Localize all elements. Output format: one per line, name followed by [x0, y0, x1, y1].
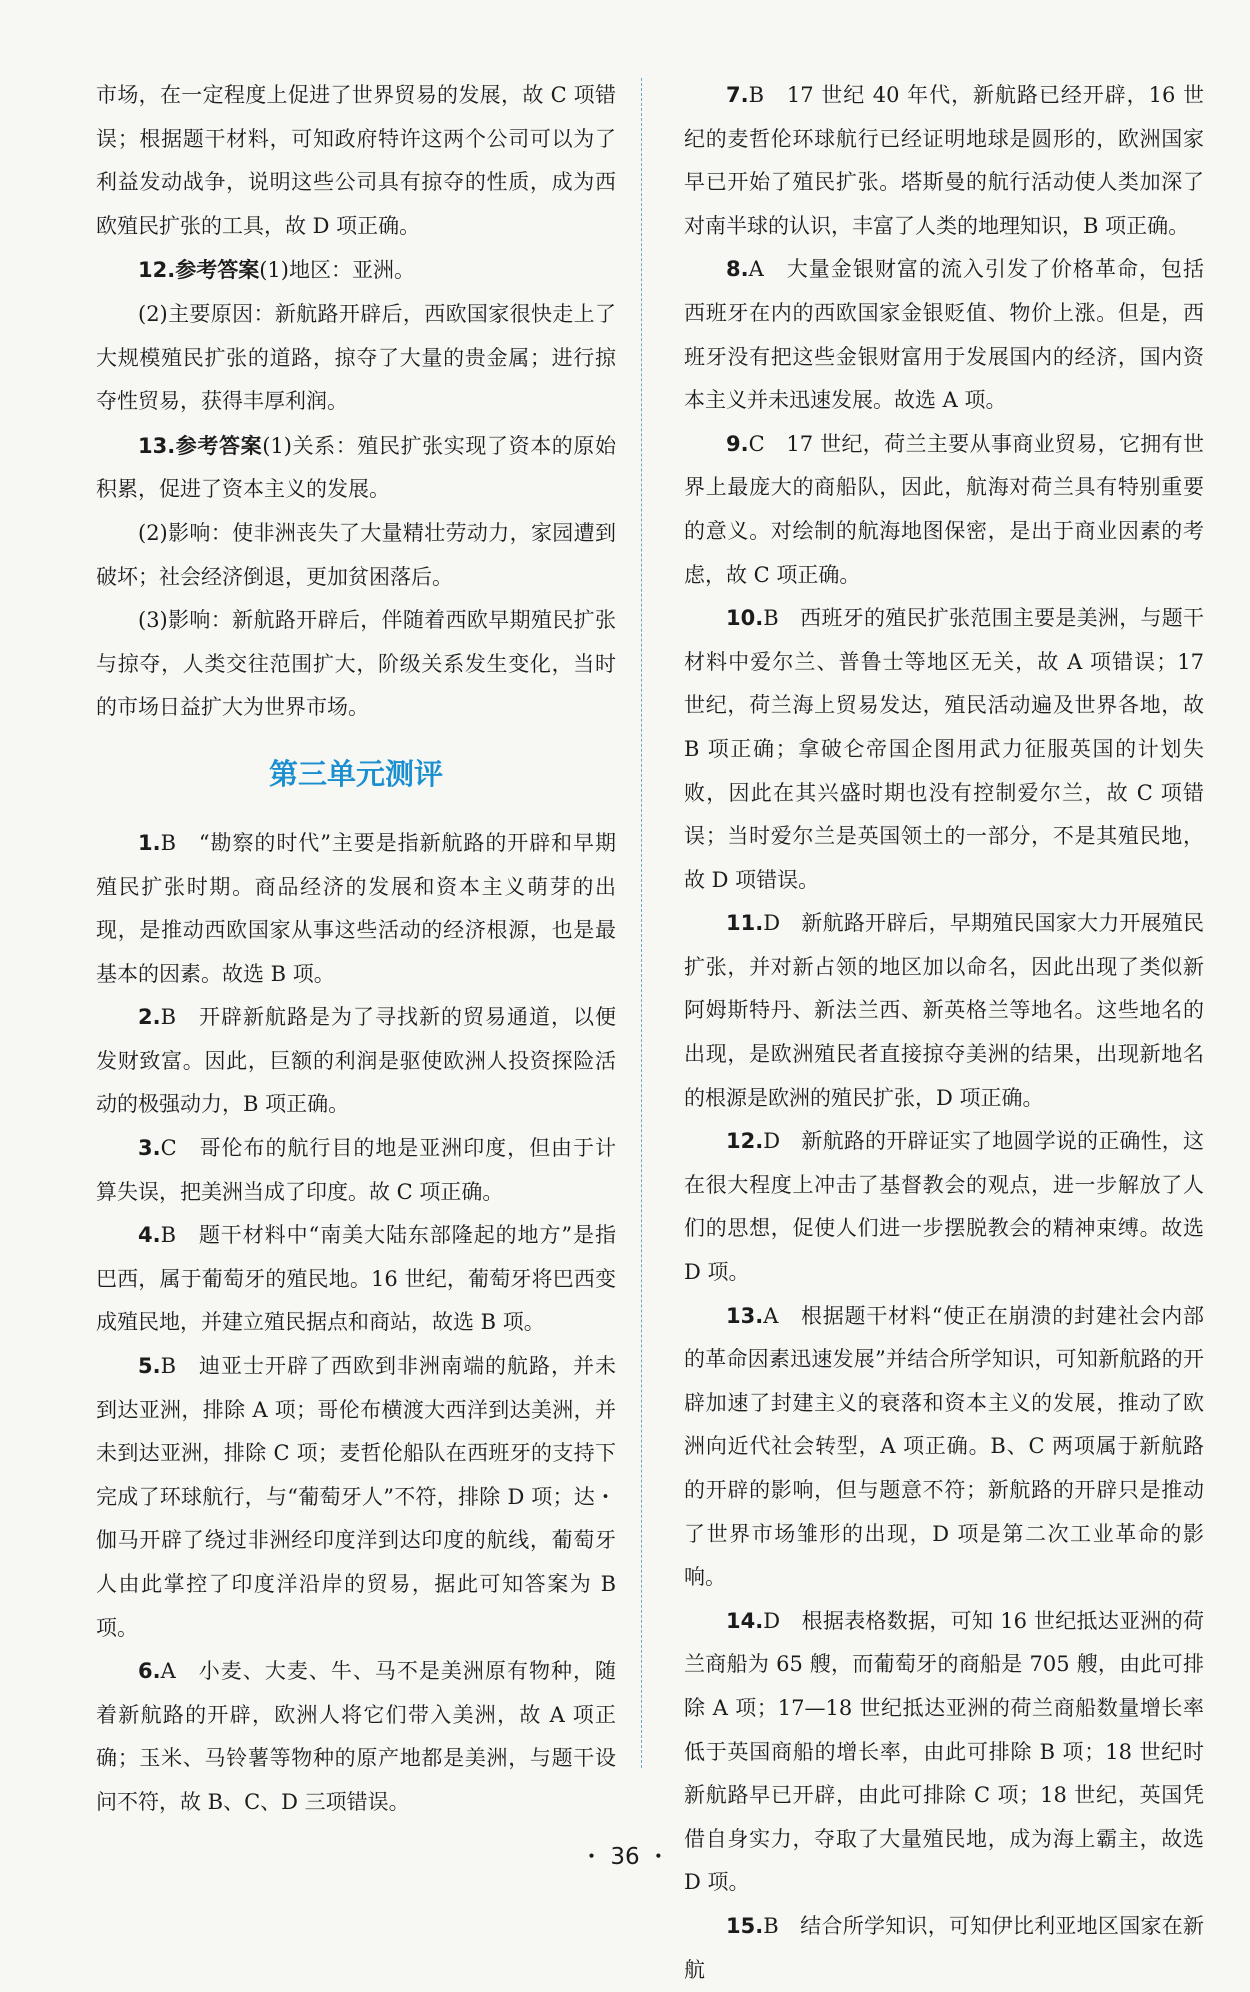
list-item — [684, 248, 1204, 422]
question-number: 12. — [138, 258, 176, 283]
question-number: 5. — [138, 1354, 161, 1379]
answer-text: B 开辟新航路是为了寻找新的贸易通道，以便发财致富。因此，巨额的利润是驱使欧洲人投资探险活动的极强动力，B 项正确。 — [96, 1005, 616, 1117]
answer-text: B 西班牙的殖民扩张范围主要是美洲，与题干材料中爱尔兰、普鲁士等地区无关，故 A 项错误；17 世纪，荷兰海上贸易发达，殖民活动遍及世界各地，故 B 项正确；拿破仑帝国企图用武力征服英国的计划失败，因此在其兴盛时期也没有控制爱尔兰，故 C 项错误；当时爱尔兰是英国领土的一部分，不是其殖民地，故 D 项错误。 — [684, 606, 1204, 892]
list-item — [96, 1650, 616, 1824]
list-item — [96, 822, 616, 996]
list-item — [684, 1120, 1204, 1294]
answer-text: C 17 世纪，荷兰主要从事商业贸易，它拥有世界上最庞大的商船队，因此，航海对荷兰具有特别重要的意义。对绘制的航海地图保密，是出于商业因素的考虑，故 C 项正确。 — [684, 431, 1204, 587]
list-item — [96, 996, 616, 1127]
question-number: 13. — [726, 1303, 764, 1328]
paragraph-continued: 市场，在一定程度上促进了世界贸易的发展，故 C 项错误；根据题干材料，可知政府特许这两个公司可以为了利益发动战争，说明这些公司具有掠夺的性质，成为西欧殖民扩张的工具，故 D 项正确。 — [96, 83, 616, 238]
answer-text: (1)关系：殖民扩张实现了资本的原始积累，促进了资本主义的发展。 — [96, 433, 616, 502]
answer-text: D 新航路的开辟证实了地圆学说的正确性，这在很大程度上冲击了基督教会的观点，进一步解放了人们的思想，促使人们进一步摆脱教会的精神束缚。故选 D 项。 — [684, 1129, 1204, 1285]
list-item — [684, 597, 1204, 902]
question-number: 3. — [138, 1136, 161, 1161]
list-item — [96, 1127, 616, 1214]
answer-label: 参考答案 — [175, 257, 260, 283]
answer-text: A 大量金银财富的流入引发了价格革命，包括西班牙在内的西欧国家金银贬值、物价上涨。但是，西班牙没有把这些金银财富用于发展国内的经济，国内资本主义并未迅速发展。故选 A 项。 — [684, 257, 1204, 413]
answer-text: (3)影响：新航路开辟后，伴随着西欧早期殖民扩张与掠夺，人类交往范围扩大，阶级关系发生变化，当时的市场日益扩大为世界市场。 — [96, 608, 616, 720]
answer-text: B 结合所学知识，可知伊比利亚地区国家在新航 — [684, 1913, 1204, 1982]
answer-text: B 迪亚士开辟了西欧到非洲南端的航路，并未到达亚洲，排除 A 项；哥伦布横渡大西洋到达美洲，并未到达亚洲，排除 C 项；麦哲伦船队在西班牙的支持下完成了环球航行，与“葡萄牙人”不符，排除 D 项；达・伽马开辟了绕过非洲经印度洋到达印度的航线，葡萄牙人由此掌控了印度洋沿岸的贸易，据此可知答案为 B 项。 — [96, 1354, 616, 1640]
answer-text: D 根据表格数据，可知 16 世纪抵达亚洲的荷兰商船为 65 艘，而葡萄牙的商船是 705 艘，由此可排除 A 项；17—18 世纪抵达亚洲的荷兰商船数量增长率低于英国商船的增长率，由此可排除 B 项；18 世纪时新航路早已开辟，由此可排除 C 项；18 世纪，英国凭借自身实力，夺取了大量殖民地，成为海上霸主，故选 D 项。 — [684, 1608, 1204, 1895]
question-number: 2. — [138, 1005, 161, 1030]
list-item — [96, 1345, 616, 1650]
list-item — [684, 902, 1204, 1120]
answer-12 — [96, 248, 616, 293]
answer-text: A 根据题干材料“使正在崩溃的封建社会内部的革命因素迅速发展”并结合所学知识，可知新航路的开辟加速了封建主义的衰落和资本主义的发展，推动了欧洲向近代社会转型，A 项正确。B、C 两项属于新航路的开辟的影响，但与题意不符；新航路的开辟只是推动了世界市场雏形的出现，D 项是第二次工业革命的影响。 — [684, 1303, 1204, 1590]
question-number: 1. — [138, 830, 161, 855]
list-item — [96, 1214, 616, 1345]
question-number: 9. — [726, 431, 749, 456]
section-heading: 第三单元测评 — [268, 756, 443, 791]
question-number: 15. — [726, 1913, 764, 1938]
answer-text: A 小麦、大麦、牛、马不是美洲原有物种，随着新航路的开辟，欧洲人将它们带入美洲，故 A 项正确；玉米、马铃薯等物种的原产地都是美洲，与题干设问不符，故 B、C、D 三项错误。 — [96, 1659, 616, 1814]
answer-text: D 新航路开辟后，早期殖民国家大力开展殖民扩张，并对新占领的地区加以命名，因此出现了类似新阿姆斯特丹、新法兰西、新英格兰等地名。这些地名的出现，是欧洲殖民者直接掠夺美洲的结果，出现新地名的根源是欧洲的殖民扩张，D 项正确。 — [684, 911, 1204, 1110]
answer-text: B 题干材料中“南美大陆东部隆起的地方”是指巴西，属于葡萄牙的殖民地。16 世纪，葡萄牙将巴西变成殖民地，并建立殖民据点和商站，故选 B 项。 — [96, 1223, 616, 1335]
question-number: 14. — [726, 1608, 764, 1633]
list-item — [684, 74, 1204, 248]
question-number: 4. — [138, 1223, 161, 1248]
question-number: 10. — [726, 606, 764, 631]
answer-text: (2)影响：使非洲丧失了大量精壮劳动力，家园遭到破坏；社会经济倒退，更加贫困落后。 — [96, 520, 616, 589]
left-column — [96, 74, 616, 1825]
question-number: 8. — [726, 257, 749, 282]
question-number: 13. — [138, 433, 176, 458]
answer-label: 参考答案 — [175, 432, 263, 458]
answer-text: (2)主要原因：新航路开辟后，西欧国家很快走上了大规模殖民扩张的道路，掠夺了大量的贵金属；进行掠夺性贸易，获得丰厚利润。 — [96, 301, 616, 414]
page-number: ・ 36 ・ — [580, 1844, 670, 1870]
right-column — [684, 74, 1204, 1992]
list-item — [684, 1295, 1204, 1600]
answer-13 — [96, 424, 616, 512]
answer-text: B “勘察的时代”主要是指新航路的开辟和早期殖民扩张时期。商品经济的发展和资本主义萌芽的出现，是推动西欧国家从事这些活动的经济根源，也是最基本的因素。故选 B 项。 — [96, 830, 616, 986]
list-item — [684, 1905, 1204, 1992]
answer-text: (1)地区：亚洲。 — [259, 258, 415, 283]
column-divider — [641, 78, 642, 1768]
answer-text: B 17 世纪 40 年代，新航路已经开辟，16 世纪的麦哲伦环球航行已经证明地球是圆形的，欧洲国家早已开始了殖民扩张。塔斯曼的航行活动使人类加深了对南半球的认识，丰富了人类的地理知识，B 项正确。 — [684, 83, 1204, 238]
question-number: 12. — [726, 1129, 764, 1154]
list-item — [684, 423, 1204, 597]
question-number: 11. — [726, 911, 764, 936]
question-number: 6. — [138, 1659, 161, 1684]
answer-text: C 哥伦布的航行目的地是亚洲印度，但由于计算失误，把美洲当成了印度。故 C 项正确。 — [96, 1136, 616, 1204]
question-number: 7. — [726, 83, 749, 107]
left-items — [96, 822, 616, 1825]
